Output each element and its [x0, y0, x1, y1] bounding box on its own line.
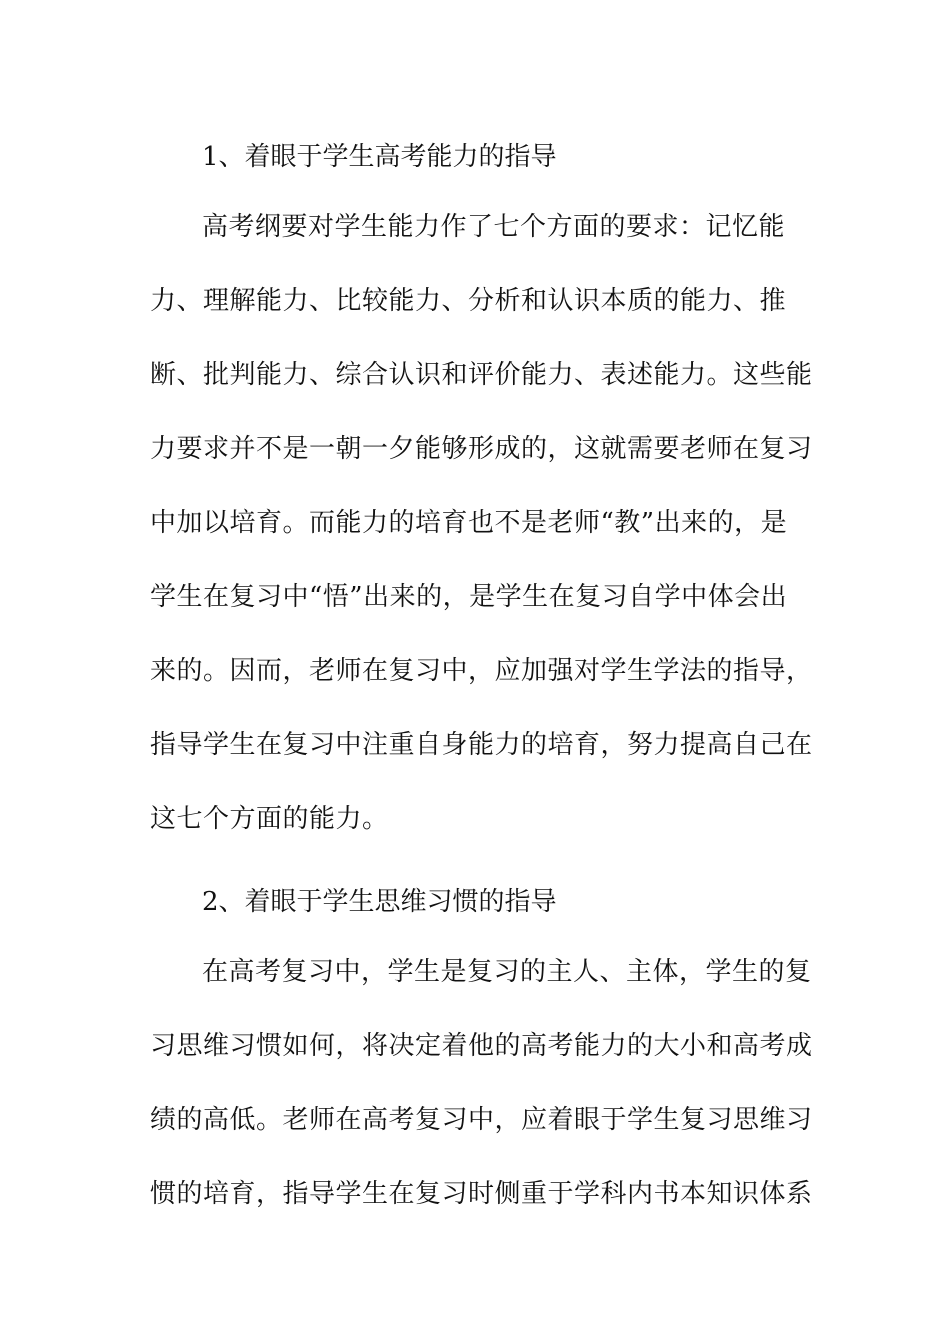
section-1-heading: 1、着眼于学生高考能力的指导 [202, 142, 557, 172]
paragraph-line: 中加以培育。而能力的培育也不是老师“教”出来的，是 [150, 508, 788, 538]
paragraph-line: 力要求并不是一朝一夕能够形成的，这就需要老师在复习 [150, 434, 813, 464]
section-1-paragraph [150, 190, 813, 856]
paragraph-line: 绩的高低。老师在高考复习中，应着眼于学生复习思维习 [150, 1105, 813, 1135]
paragraph-line: 指导学生在复习中注重自身能力的培育，努力提高自己在 [150, 730, 813, 760]
paragraph-line: 高考纲要对学生能力作了七个方面的要求：记忆能 [202, 212, 786, 242]
paragraph-line: 这七个方面的能力。 [150, 804, 389, 834]
paragraph-line: 断、批判能力、综合认识和评价能力、表述能力。这些能 [150, 360, 813, 390]
paragraph-line: 在高考复习中，学生是复习的主人、主体，学生的复 [202, 957, 812, 987]
section-2-paragraph [150, 935, 813, 1231]
paragraph-line: 习思维习惯如何，将决定着他的高考能力的大小和高考成 [150, 1031, 813, 1061]
paragraph-line: 学生在复习中“悟”出来的，是学生在复习自学中体会出 [150, 582, 788, 612]
paragraph-line: 力、理解能力、比较能力、分析和认识本质的能力、推 [150, 286, 787, 316]
section-2-heading: 2、着眼于学生思维习惯的指导 [202, 887, 557, 917]
paragraph-line: 惯的培育，指导学生在复习时侧重于学科内书本知识体系 [150, 1179, 813, 1209]
paragraph-line: 来的。因而，老师在复习中，应加强对学生学法的指导， [150, 656, 813, 686]
